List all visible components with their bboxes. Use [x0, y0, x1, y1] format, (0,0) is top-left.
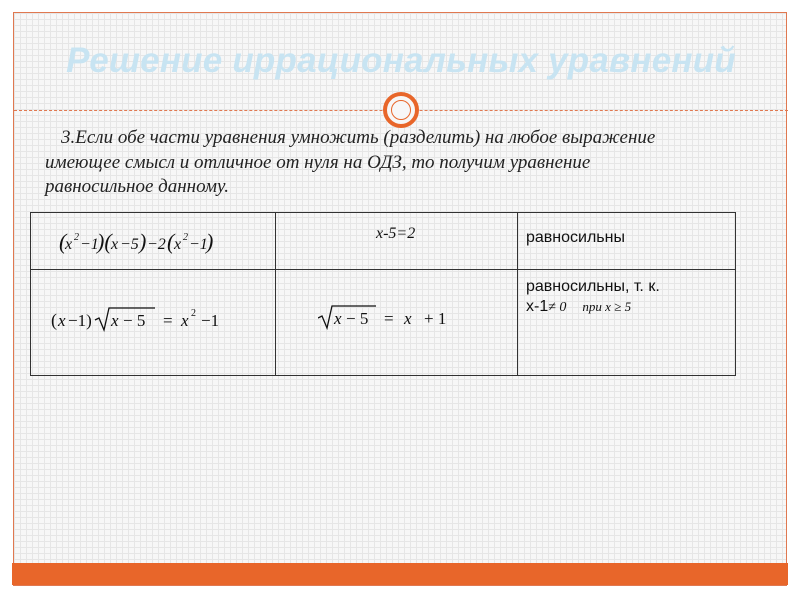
svg-text:−1: −1: [201, 311, 220, 330]
table-row: [31, 270, 736, 376]
table-cell-equation-4: [276, 270, 518, 376]
statement-line-1: [45, 126, 745, 151]
statement-line-2: [45, 151, 745, 176]
svg-text:x: x: [58, 311, 66, 330]
equation-2-text: x-5=2: [376, 225, 416, 242]
svg-text:=: =: [163, 311, 173, 330]
svg-text:x: x: [404, 309, 412, 328]
svg-text:2: 2: [74, 232, 79, 243]
status-text-1: равносильны: [526, 229, 625, 246]
table-cell-status-2: [518, 270, 736, 376]
statement-line-3-text: равносильное данному.: [45, 176, 229, 197]
svg-text:x: x: [65, 236, 73, 253]
ring-ornament-icon: [383, 92, 419, 128]
equations-table: [30, 212, 736, 376]
table-cell-status-1: [518, 213, 736, 270]
bottom-accent-bar: [12, 563, 788, 585]
svg-text:−1: −1: [80, 236, 99, 253]
svg-text:− 5: − 5: [346, 309, 369, 328]
svg-text:): ): [206, 229, 214, 254]
statement-line-2-text: имеющее смысл и отличное от нуля на ОДЗ, то получим уравнение: [45, 151, 591, 173]
equation-1-image: [31, 213, 275, 262]
svg-text:x: x: [111, 311, 119, 330]
condition-prefix: x-1: [526, 298, 549, 315]
table-cell-equation-2: [276, 213, 518, 270]
svg-text:−5: −5: [120, 236, 139, 253]
svg-text:): ): [139, 229, 147, 254]
svg-text:(: (: [59, 229, 67, 254]
svg-text:+ 1: + 1: [424, 309, 447, 328]
svg-text:2: 2: [183, 232, 188, 243]
svg-text:x: x: [334, 309, 342, 328]
table-cell-equation-3: [31, 270, 276, 376]
statement-text: [45, 126, 745, 200]
equation-1-formula: [59, 227, 259, 257]
svg-text:x: x: [174, 236, 182, 253]
svg-text:=: =: [384, 309, 394, 328]
svg-text:x: x: [181, 311, 189, 330]
status-text-2: равносильны, т. к.: [526, 278, 660, 295]
table-row: [31, 213, 736, 270]
equation-4-formula: [318, 300, 468, 332]
svg-text:−1): −1): [68, 311, 92, 330]
svg-text:(: (: [51, 310, 57, 330]
equation-4-image: [276, 270, 517, 337]
statement-line-3: [45, 175, 745, 200]
condition-line: [518, 296, 735, 316]
equation-3-formula: [51, 302, 266, 334]
slide-title: Решение иррациональных уравнений: [66, 41, 736, 80]
svg-text:− 5: − 5: [123, 311, 146, 330]
not-equal-zero: ≠ 0: [548, 300, 567, 315]
table-cell-equation-1: [31, 213, 276, 270]
statement-line-1-text: 3.Если обе части уравнения умножить (разделить) на любое выражение: [61, 127, 656, 148]
svg-text:(: (: [167, 229, 175, 254]
svg-text:2: 2: [191, 308, 196, 319]
svg-text:)(: )(: [97, 229, 112, 254]
equation-3-image: [31, 270, 275, 339]
svg-text:−2: −2: [147, 236, 166, 253]
svg-text:−1: −1: [189, 236, 208, 253]
svg-text:x: x: [111, 236, 119, 253]
condition-text: при x ≥ 5: [582, 299, 632, 314]
